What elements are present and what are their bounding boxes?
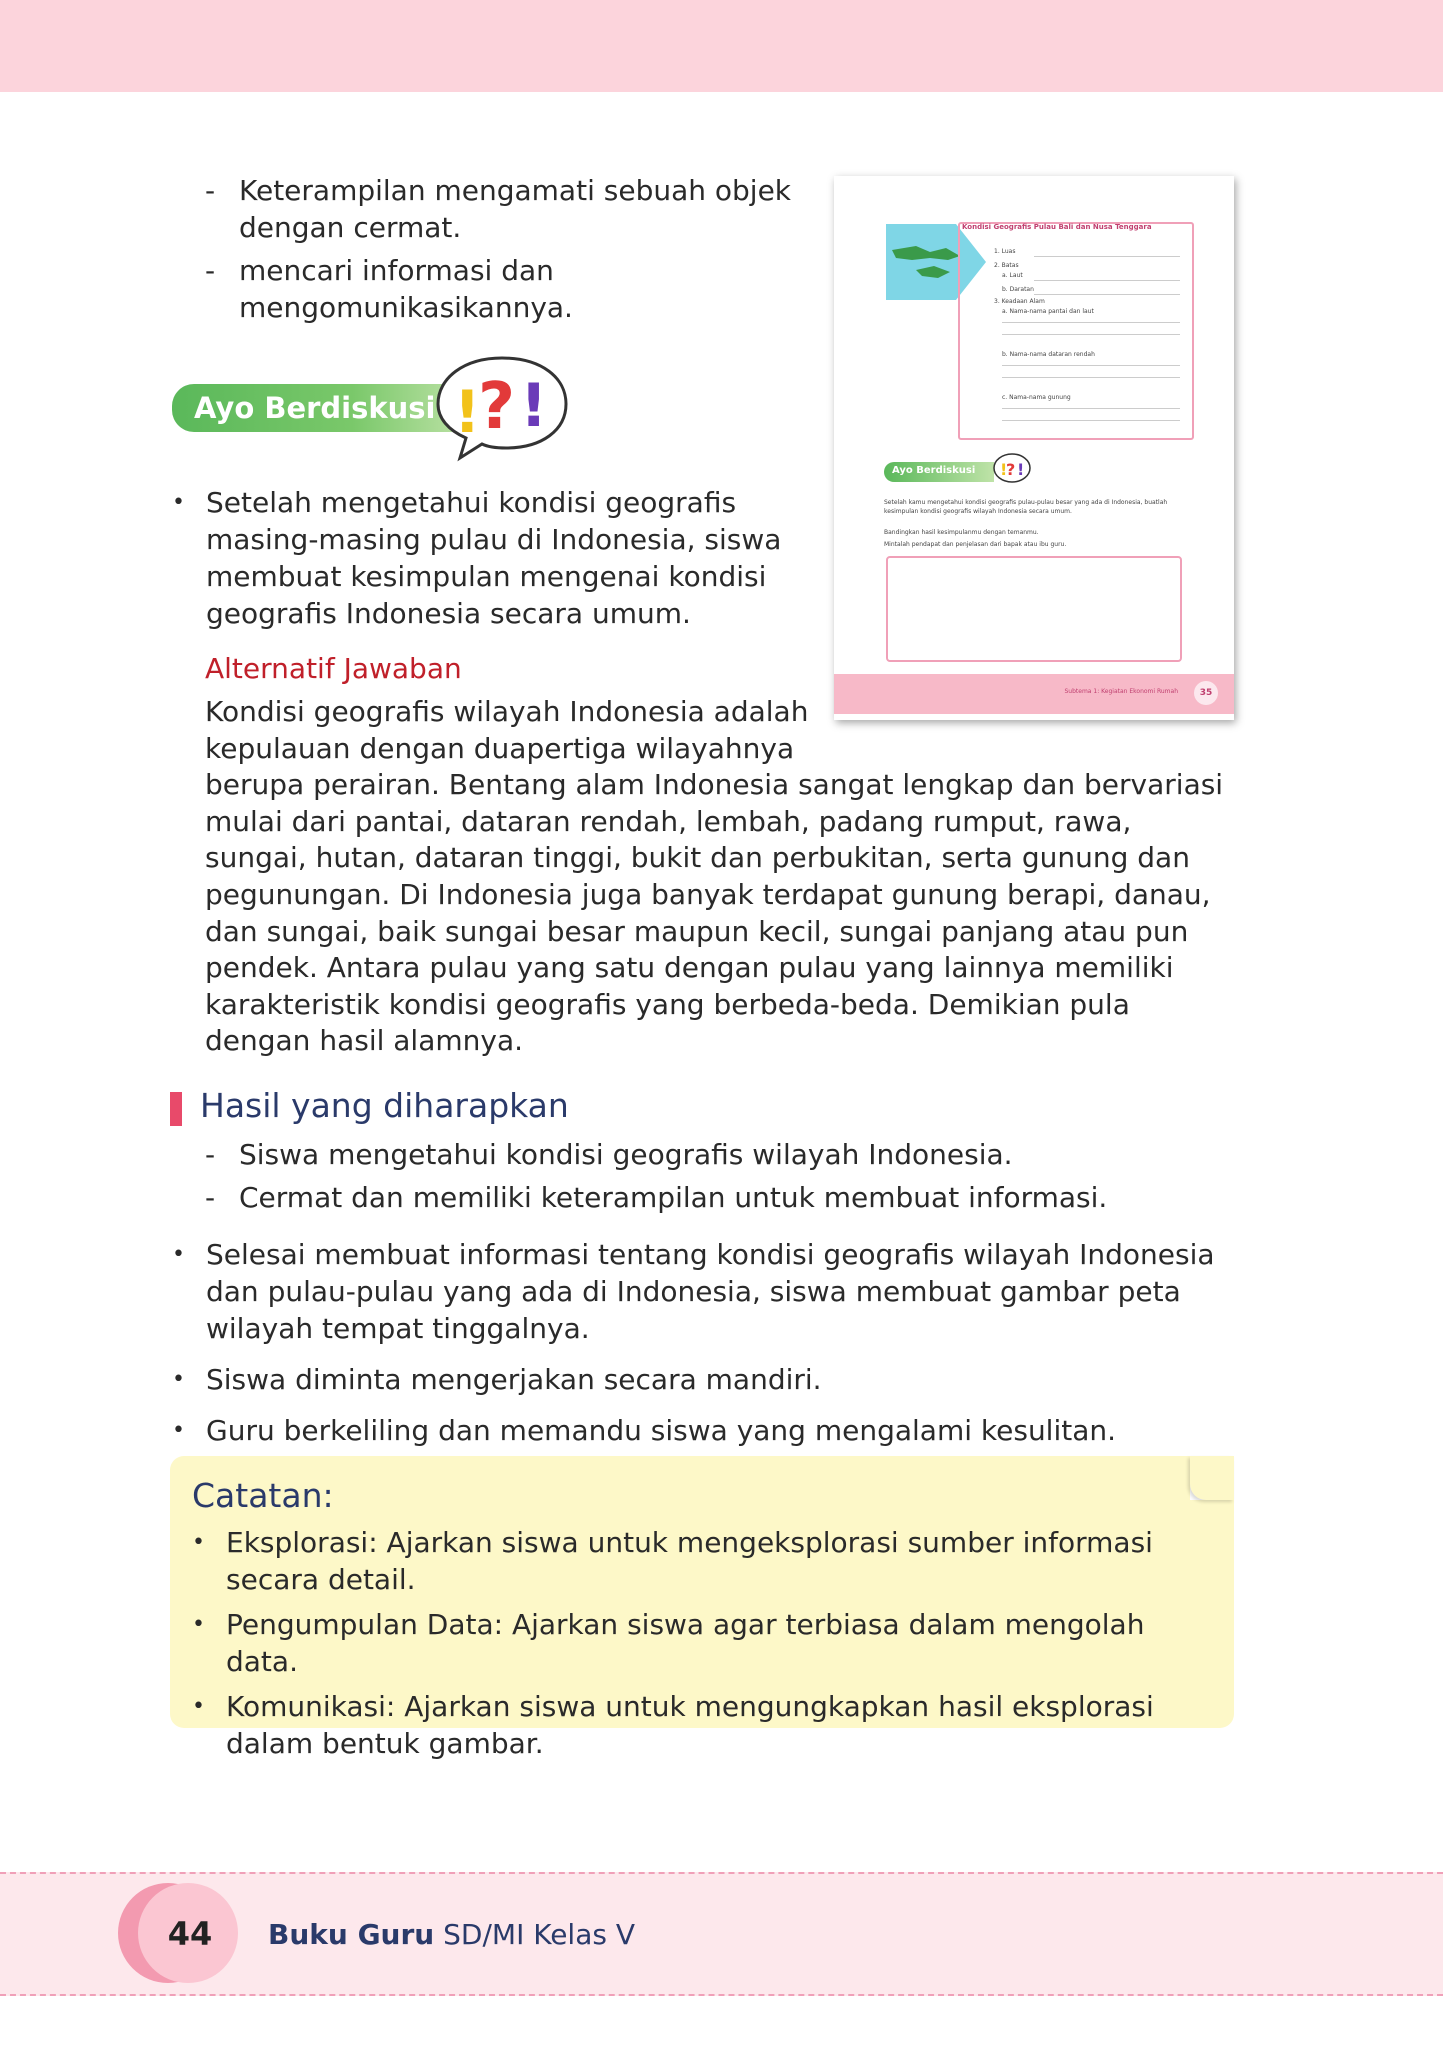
list-item: • Siswa diminta mengerjakan secara mandiri. [172, 1361, 1232, 1398]
ayo-berdiskusi-banner [172, 384, 472, 432]
preview-form-line: b. Daratan [1002, 286, 1034, 293]
preview-footer-text: Subtema 1: Kegiatan Ekonomi Rumah [1064, 688, 1178, 695]
bubble-question-red: ? [478, 370, 516, 444]
student-book-page-preview [834, 176, 1234, 720]
preview-rule [1002, 420, 1180, 421]
preview-form-line: b. Nama-nama dataran rendah [1002, 351, 1095, 358]
svg-text:?: ? [1006, 460, 1016, 479]
preview-rule [1002, 408, 1180, 409]
discussion-speech-bubble-icon [432, 352, 572, 464]
ayo-berdiskusi-label: Ayo Berdiskusi [194, 391, 436, 425]
list-item: - Keterampilan mengamati sebuah objek dengan cermat. [205, 172, 805, 246]
diskusi-bullet-list [172, 484, 792, 632]
svg-text:!: ! [1000, 460, 1008, 479]
note-fold-corner [1190, 1456, 1234, 1500]
footer-book-bold: Buku Guru [268, 1918, 435, 1951]
preview-speech-bubble-icon [992, 452, 1032, 488]
hasil-heading: Hasil yang diharapkan [200, 1086, 569, 1125]
preview-rule [1034, 256, 1180, 257]
preview-form-line: 1. Luas [994, 248, 1016, 255]
preview-form-line: a. Nama-nama pantai dan laut [1002, 308, 1094, 315]
list-item: • Komunikasi: Ajarkan siswa untuk mengungkapkan hasil eksplorasi dalam bentuk gambar. [192, 1688, 1222, 1762]
list-item: - Cermat dan memiliki keterampilan untuk membuat informasi. [205, 1179, 1205, 1216]
list-item: • Guru berkeliling dan memandu siswa yang mengalami kesulitan. [172, 1412, 1232, 1449]
preview-rule [1034, 280, 1180, 281]
preview-diskusi-banner [884, 462, 994, 482]
jawaban-text: Kondisi geografis wilayah Indonesia adalah kepulauan dengan duapertiga wilayahnya berupa perairan. Bentang alam Indonesia sangat lengkap dan bervariasi mulai dari pantai, dataran rendah, lembah, padang rumput, rawa, sungai, hutan, dataran tinggi, bukit dan perbukitan, serta gunung dan pegunungan. Di Indonesia juga banyak terdapat gunung berapi, danau, dan sungai, baik sungai besar maupun kecil, sungai panjang atau pun pendek. Antara pulau yang satu dengan pulau yang lainnya memiliki karakteristik kondisi geografis yang berbeda-beda. Demikian pula dengan hasil alamnya. [205, 695, 1224, 1058]
preview-rule [1002, 322, 1180, 323]
hasil-accent-bar [170, 1092, 182, 1126]
preview-form-line: 2. Batas [994, 262, 1019, 269]
catatan-note-box [170, 1456, 1234, 1760]
hasil-list [205, 1136, 1205, 1222]
list-item: • Setelah mengetahui kondisi geografis masing-masing pulau di Indonesia, siswa membuat kesimpulan mengenai kondisi geografis Indonesia secara umum. [172, 484, 792, 632]
list-item: • Eksplorasi: Ajarkan siswa untuk mengeksplorasi sumber informasi secara detail. [192, 1524, 1222, 1598]
jawaban-paragraph [205, 694, 1225, 1060]
preview-paragraph: Setelah kamu mengetahui kondisi geografis pulau-pulau besar yang ada di Indonesia, buatlah kesimpulan kondisi geografis wilayah Indonesia secara umum. [884, 499, 1168, 515]
preview-title: Kondisi Geografis Pulau Bali dan Nusa Tenggara [962, 223, 1152, 231]
intro-skill-list [205, 172, 805, 332]
preview-rule [1002, 365, 1180, 366]
footer-book-rest: SD/MI Kelas V [434, 1918, 636, 1951]
bubble-exclaim-yellow: ! [454, 378, 481, 446]
preview-rule [1002, 334, 1180, 335]
preview-answer-box [886, 556, 1182, 662]
preview-form-line: c. Nama-nama gunung [1002, 394, 1071, 401]
preview-rule [1002, 377, 1180, 378]
list-item: • Selesai membuat informasi tentang kondisi geografis wilayah Indonesia dan pulau-pulau yang ada di Indonesia, siswa membuat gambar peta wilayah tempat tinggalnya. [172, 1236, 1232, 1347]
bubble-exclaim-purple: ! [520, 371, 548, 441]
preview-page-number: 35 [1194, 681, 1218, 705]
preview-form-line: a. Laut [1002, 272, 1023, 279]
footer-book-label [268, 1918, 635, 1951]
preview-paragraph: Bandingkan hasil kesimpulanmu dengan temanmu. [884, 529, 1039, 536]
list-item: - mencari informasi dan mengomunikasikannya. [205, 252, 805, 326]
activity-bullet-list [172, 1236, 1232, 1463]
list-item: • Pengumpulan Data: Ajarkan siswa agar terbiasa dalam mengolah data. [192, 1606, 1222, 1680]
top-header-band [0, 0, 1443, 92]
preview-diskusi-label: Ayo Berdiskusi [892, 465, 976, 476]
catatan-title: Catatan: [192, 1476, 334, 1515]
svg-text:!: ! [1017, 460, 1025, 479]
preview-form-line: 3. Keadaan Alam [994, 298, 1045, 305]
list-item: - Siswa mengetahui kondisi geografis wilayah Indonesia. [205, 1136, 1205, 1173]
alternatif-jawaban-label: Alternatif Jawaban [205, 652, 462, 685]
catatan-list [192, 1524, 1222, 1770]
page-number: 44 [167, 1915, 213, 1953]
preview-rule [1034, 294, 1180, 295]
preview-paragraph: Mintalah pendapat dan penjelasan dari bapak atau ibu guru. [884, 541, 1067, 548]
